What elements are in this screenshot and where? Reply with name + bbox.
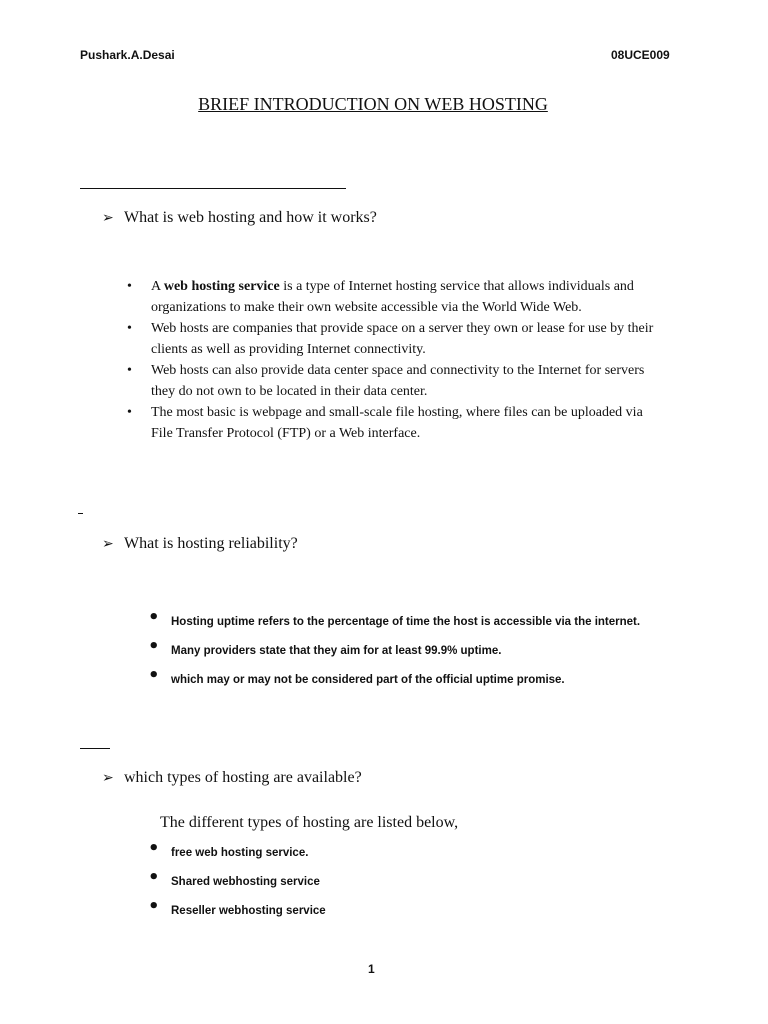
divider-rule [80,188,346,189]
bullet-icon: • [148,607,160,628]
item-text-prefix: A [151,279,164,294]
bullet-icon: • [127,405,132,420]
list-item [127,276,667,318]
bullet-icon: • [148,896,160,917]
item-text: Shared webhosting service [171,876,320,888]
arrow-bullet-icon: ➢ [102,536,114,552]
page-number: 1 [368,962,375,976]
item-text: Hosting uptime refers to the percentage of time the host is accessible via the internet. [171,616,641,628]
list-item [148,867,326,903]
item-text: free web hosting service. [171,847,309,859]
divider-rule [80,748,110,749]
author-name: Pushark.A.Desai [80,48,175,62]
arrow-bullet-icon: ➢ [102,210,114,226]
divider-rule [78,513,83,514]
bullet-list [148,838,326,932]
bullet-icon: • [127,279,132,294]
list-item [127,318,667,360]
item-text: which may or may not be considered part of the official uptime promise. [171,674,565,686]
bullet-icon: • [148,838,160,859]
arrow-bullet-icon: ➢ [102,770,114,786]
list-item [148,838,326,874]
list-item [148,665,640,701]
item-text: The most basic is webpage and small-scale file hosting, where files can be uploaded via File Transfer Protocol (FTP) or a Web interface. [151,405,643,441]
bullet-icon: • [127,363,132,378]
list-item [148,607,641,643]
item-text: Web hosts are companies that provide space on a server they own or lease for use by their clients as well as providing Internet connectivity. [151,321,654,357]
bullet-icon: • [127,321,132,336]
bullet-icon: • [148,636,160,657]
bullet-list [148,607,641,701]
item-text: is a type of Internet hosting service that allows individuals and organizations to make their own website accessible via the World Wide Web. [151,279,634,315]
item-text: Web hosts can also provide data center space and connectivity to the Internet for servers they do not own to be located in their data center. [151,363,645,399]
section-heading [102,769,362,787]
item-text-bold: web hosting service [163,279,280,294]
item-text: Reseller webhosting service [171,905,326,917]
item-text: Many providers state that they aim for at least 99.9% uptime. [171,645,502,657]
list-item [148,896,326,932]
question-text: What is hosting reliability? [124,535,298,552]
bullet-icon: • [148,665,160,686]
section-heading [102,535,298,553]
page-title: BRIEF INTRODUCTION ON WEB HOSTING [198,94,548,114]
section-heading [102,209,377,227]
question-text: What is web hosting and how it works? [124,209,377,226]
subheading: The different types of hosting are listed below, [160,814,459,831]
bullet-list [127,276,667,444]
list-item [148,636,640,672]
list-item [127,402,667,444]
list-item [127,360,667,402]
question-text: which types of hosting are available? [124,769,362,786]
roll-number: 08UCE009 [611,48,670,62]
bullet-icon: • [148,867,160,888]
